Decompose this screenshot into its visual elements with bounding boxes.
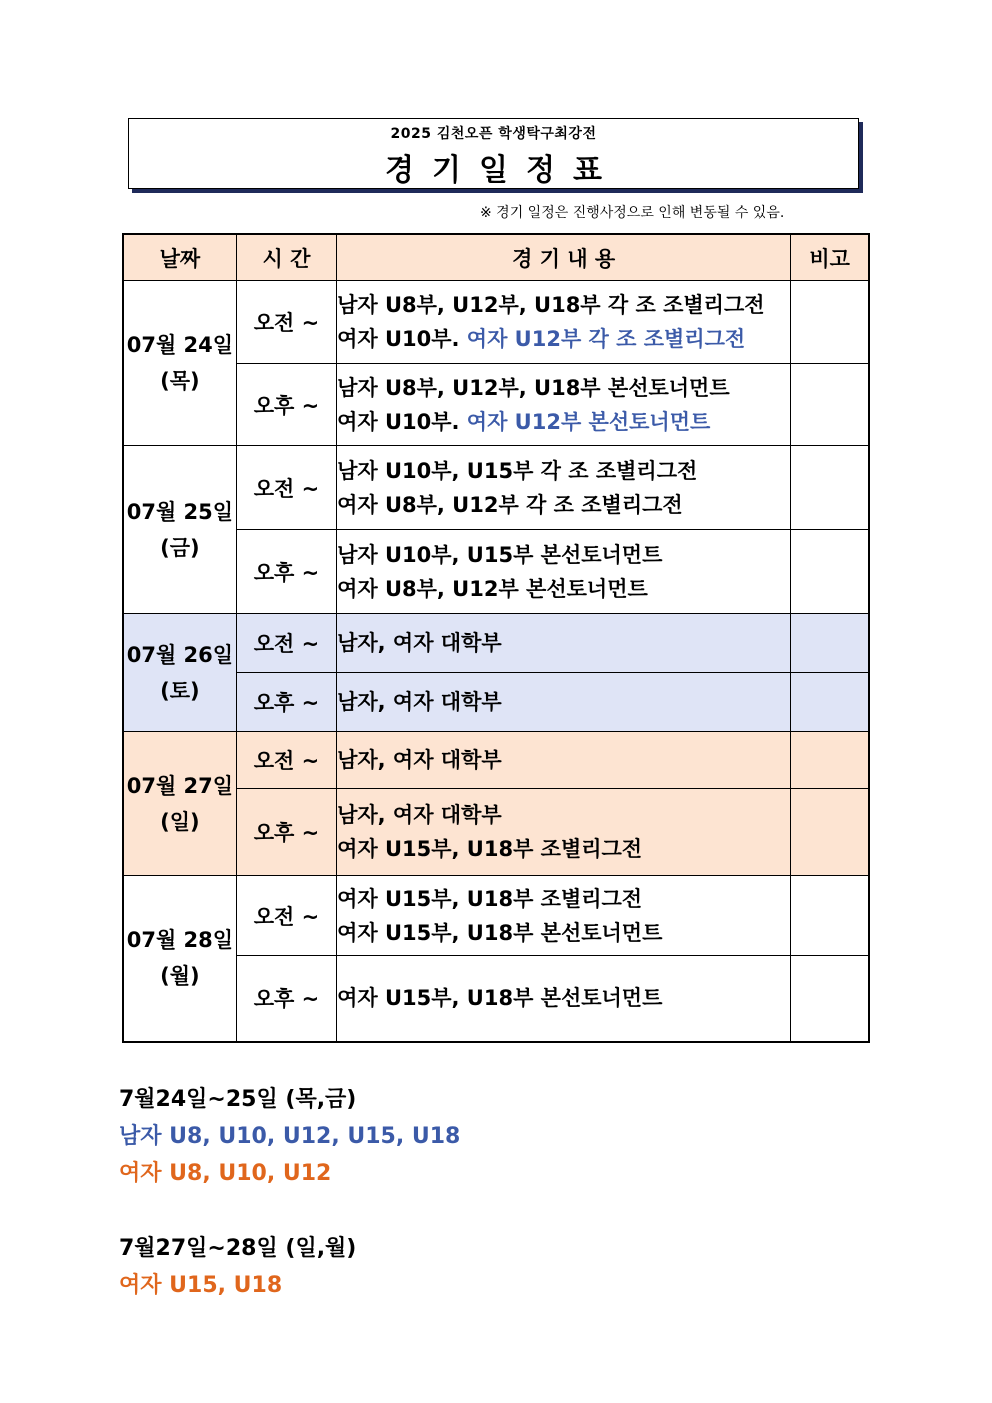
note-cell bbox=[791, 956, 869, 1042]
time-cell: 오전 ~ bbox=[236, 281, 336, 364]
content-cell bbox=[337, 956, 791, 1042]
date-label: 07월 28일 bbox=[126, 928, 234, 953]
time-cell: 오후 ~ bbox=[236, 956, 336, 1042]
header-time: 시 간 bbox=[236, 234, 336, 281]
table-row bbox=[123, 876, 869, 956]
content-line: 남자 U8부, U12부, U18부 각 조 조별리그전 bbox=[337, 293, 765, 317]
content-line: 남자 U10부, U15부 각 조 조별리그전 bbox=[337, 458, 698, 483]
time-cell: 오전 ~ bbox=[236, 446, 336, 530]
date-cell bbox=[123, 446, 236, 614]
content-line: 남자, 여자 대학부 bbox=[337, 803, 502, 827]
time-cell: 오전 ~ bbox=[236, 614, 336, 673]
content-line: 여자 U15부, U18부 조별리그전 bbox=[337, 837, 643, 861]
table-header-row bbox=[123, 234, 869, 281]
weekday-label: (일) bbox=[160, 809, 200, 834]
weekday-label: (월) bbox=[160, 964, 200, 989]
content-line: 남자, 여자 대학부 bbox=[337, 748, 502, 772]
content-line: 남자 U10부, U15부 본선토너먼트 bbox=[337, 542, 663, 567]
summary-period-1: 7월24일~25일 (목,금) bbox=[119, 1087, 357, 1112]
content-text: 여자 U10부. bbox=[337, 409, 467, 434]
content-line: 남자, 여자 대학부 bbox=[337, 690, 502, 714]
content-line: 여자 U15부, U18부 조별리그전 bbox=[337, 886, 643, 911]
note-cell bbox=[791, 446, 869, 530]
weekday-label: (목) bbox=[160, 369, 200, 393]
content-cell bbox=[337, 876, 791, 956]
table-row bbox=[123, 614, 869, 673]
table-row bbox=[123, 446, 869, 530]
time-cell: 오후 ~ bbox=[236, 530, 336, 614]
schedule-notice: ※ 경기 일정은 진행사정으로 인해 변동될 수 있음. bbox=[480, 205, 785, 221]
content-line: 여자 U8부, U12부 본선토너먼트 bbox=[337, 576, 648, 601]
content-cell bbox=[337, 530, 791, 614]
note-cell bbox=[791, 364, 869, 446]
content-line: 남자, 여자 대학부 bbox=[337, 631, 502, 655]
header-note: 비고 bbox=[791, 234, 869, 281]
note-cell bbox=[791, 530, 869, 614]
weekday-label: (금) bbox=[160, 535, 200, 560]
content-cell bbox=[337, 446, 791, 530]
summary-women-2: 여자 U15, U18 bbox=[119, 1273, 283, 1298]
summary-women-1: 여자 U8, U10, U12 bbox=[119, 1161, 332, 1186]
content-cell bbox=[337, 789, 791, 876]
date-cell bbox=[123, 614, 236, 732]
note-cell bbox=[791, 673, 869, 732]
schedule-table bbox=[122, 233, 870, 1043]
content-cell bbox=[337, 614, 791, 673]
note-cell bbox=[791, 732, 869, 789]
content-line: 남자 U8부, U12부, U18부 본선토너먼트 bbox=[337, 375, 730, 400]
time-cell: 오후 ~ bbox=[236, 789, 336, 876]
content-text: 여자 U10부. bbox=[337, 327, 467, 351]
content-cell bbox=[337, 732, 791, 789]
weekday-label: (토) bbox=[160, 678, 200, 703]
time-cell: 오전 ~ bbox=[236, 876, 336, 956]
content-cell bbox=[337, 364, 791, 446]
note-cell bbox=[791, 614, 869, 673]
content-line: 여자 U15부, U18부 본선토너먼트 bbox=[337, 920, 663, 945]
note-cell bbox=[791, 281, 869, 364]
date-label: 07월 25일 bbox=[126, 499, 234, 524]
content-line bbox=[337, 322, 790, 356]
note-cell bbox=[791, 789, 869, 876]
content-cell bbox=[337, 281, 791, 364]
date-cell bbox=[123, 876, 236, 1042]
content-cell bbox=[337, 673, 791, 732]
content-line: 여자 U8부, U12부 각 조 조별리그전 bbox=[337, 492, 683, 517]
time-cell: 오후 ~ bbox=[236, 364, 336, 446]
table-row bbox=[123, 281, 869, 364]
date-cell bbox=[123, 281, 236, 446]
date-cell bbox=[123, 732, 236, 876]
content-highlight: 여자 U12부 본선토너먼트 bbox=[466, 409, 711, 434]
date-label: 07월 24일 bbox=[126, 333, 234, 357]
title-box bbox=[128, 118, 859, 189]
content-line: 여자 U15부, U18부 본선토너먼트 bbox=[337, 986, 663, 1011]
summary-men-1: 남자 U8, U10, U12, U15, U18 bbox=[119, 1124, 461, 1149]
summary-period-2: 7월27일~28일 (일,월) bbox=[119, 1236, 357, 1261]
table-row bbox=[123, 732, 869, 789]
time-cell: 오전 ~ bbox=[236, 732, 336, 789]
content-highlight: 여자 U12부 각 조 조별리그전 bbox=[466, 327, 746, 351]
event-subtitle: 2025 김천오픈 학생탁구최강전 bbox=[390, 126, 597, 142]
header-content: 경 기 내 용 bbox=[337, 234, 791, 281]
date-label: 07월 27일 bbox=[126, 773, 234, 798]
date-label: 07월 26일 bbox=[126, 642, 234, 667]
note-cell bbox=[791, 876, 869, 956]
content-line bbox=[337, 405, 790, 439]
page-title: 경기일정표 bbox=[385, 153, 620, 188]
header-date: 날짜 bbox=[123, 234, 236, 281]
time-cell: 오후 ~ bbox=[236, 673, 336, 732]
